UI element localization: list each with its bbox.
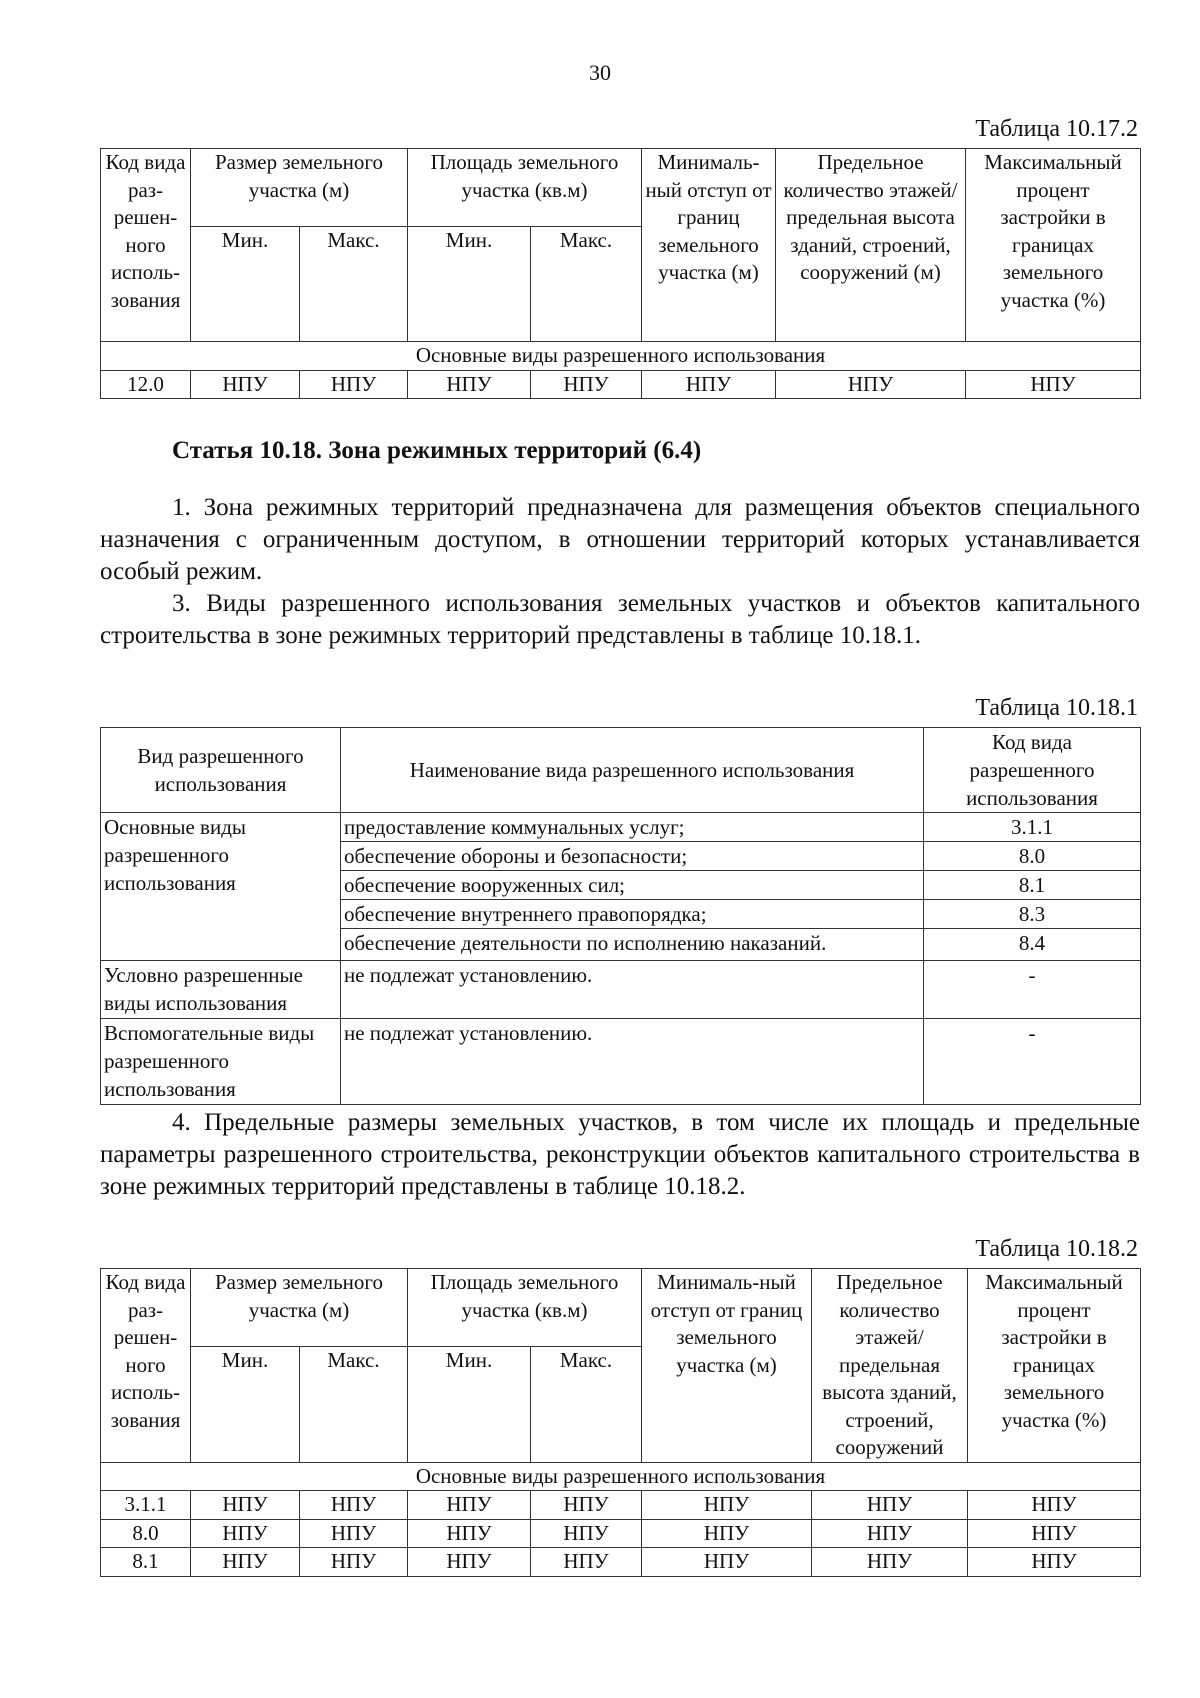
table-row	[101, 1491, 1141, 1520]
page-number: 30	[589, 60, 611, 85]
section-row: Основные виды разрешенного использования	[101, 1462, 1141, 1491]
cell: НПУ	[191, 1491, 300, 1520]
list-item: обеспечение вооруженных сил;	[341, 871, 923, 900]
cell-code: 8.0	[101, 1519, 191, 1548]
article-title: Статья 10.18. Зона режимных территорий (6.4)	[172, 437, 702, 464]
header-max-percent: Максимальный процент застройки в границах земельного участка (%)	[968, 1269, 1141, 1463]
cell: НПУ	[968, 1519, 1141, 1548]
list-item: обеспечение обороны и безопасности;	[341, 842, 923, 871]
list-item-code: 8.4	[1018, 931, 1046, 955]
group-kind: Вспомогательные виды разрешенного использования	[101, 1019, 341, 1105]
table-caption: Таблица 10.18.2	[975, 1236, 1138, 1262]
paragraph-3	[100, 588, 1140, 652]
limits-table-10-17-2	[100, 148, 1141, 399]
header-area-min: Мин.	[408, 1347, 531, 1462]
cell: НПУ	[191, 370, 300, 399]
header-min-setback: Минималь-ный отступ от границ земельного участка (м)	[642, 149, 776, 342]
cell: НПУ	[300, 1519, 408, 1548]
group-kind: Условно разрешенные виды использования	[101, 961, 341, 1019]
cell-code: 3.1.1	[101, 1491, 191, 1520]
table-row	[101, 1548, 1141, 1577]
header-size: Размер земельного участка (м)	[191, 149, 408, 227]
header-area-min: Мин.	[408, 227, 531, 342]
list-item: не подлежат установлению.	[341, 1019, 924, 1105]
header-code: Код вида разрешенного использования	[924, 728, 1141, 813]
cell: НПУ	[812, 1519, 968, 1548]
table-row	[101, 813, 1141, 961]
table-caption: Таблица 10.17.2	[975, 116, 1138, 142]
cell: НПУ	[812, 1491, 968, 1520]
limits-table-10-18-2	[100, 1268, 1141, 1577]
list-item-code: 8.3	[924, 900, 1140, 929]
cell: НПУ	[968, 1491, 1141, 1520]
list-item: не подлежат установлению.	[341, 961, 924, 1019]
section-row: Основные виды разрешенного использования	[101, 342, 1141, 371]
cell: НПУ	[408, 1548, 531, 1577]
header-code: Код вида раз-решен-ного исполь-зования	[101, 149, 191, 342]
header-size-min: Мин.	[191, 1347, 300, 1462]
list-item-code: 3.1.1	[924, 813, 1140, 842]
list-item-code: 8.1	[924, 871, 1140, 900]
header-area: Площадь земельного участка (кв.м)	[408, 149, 642, 227]
header-kind: Вид разрешенного использования	[101, 728, 341, 813]
cell: НПУ	[191, 1519, 300, 1548]
paragraph-4-text: 4. Предельные размеры земельных участков, в том числе их площадь и предельные параметры разрешенного строительства, реконструкции объектов капитального строительства в зоне режимных территорий представлены в таблице 10.18.2.	[100, 1109, 1140, 1200]
header-area: Площадь земельного участка (кв.м)	[408, 1269, 642, 1347]
list-item: предоставление коммунальных услуг;	[341, 813, 923, 842]
header-name: Наименование вида разрешенного использования	[341, 728, 924, 813]
header-min-setback: Минималь-ный отступ от границ земельного участка (м)	[642, 1269, 812, 1463]
cell: НПУ	[968, 1548, 1141, 1577]
uses-table-10-18-1	[100, 727, 1141, 1105]
cell: НПУ	[408, 370, 531, 399]
cell: НПУ	[812, 1548, 968, 1577]
group-items	[341, 813, 924, 961]
list-item: обеспечение деятельности по исполнению наказаний.	[344, 931, 827, 955]
cell: НПУ	[776, 370, 966, 399]
header-size: Размер земельного участка (м)	[191, 1269, 408, 1347]
header-area-max: Макс.	[531, 1347, 642, 1462]
cell: НПУ	[531, 370, 642, 399]
paragraph-1-text: 1. Зона режимных территорий предназначена для размещения объектов специального назначения с ограниченным доступом, в отношении территорий которых устанавливается особый режим.	[100, 494, 1140, 585]
cell: НПУ	[408, 1519, 531, 1548]
header-area-max: Макс.	[531, 227, 642, 342]
header-code: Код вида раз-решен-ного исполь-зования	[101, 1269, 191, 1463]
cell: НПУ	[300, 370, 408, 399]
paragraph-1	[100, 492, 1140, 588]
cell-code: 12.0	[101, 370, 191, 399]
cell: НПУ	[300, 1548, 408, 1577]
table-caption: Таблица 10.18.1	[975, 695, 1138, 721]
cell: НПУ	[642, 1519, 812, 1548]
cell: НПУ	[531, 1519, 642, 1548]
list-item-code: -	[924, 961, 1141, 1019]
table-row	[101, 961, 1141, 1019]
paragraph-3-text: 3. Виды разрешенного использования земельных участков и объектов капитального строительства в зоне режимных территорий представлены в таблице 10.18.1.	[100, 590, 1140, 649]
cell: НПУ	[642, 1491, 812, 1520]
group-codes	[924, 813, 1141, 961]
cell: НПУ	[531, 1548, 642, 1577]
cell: НПУ	[408, 1491, 531, 1520]
table-row	[101, 1519, 1141, 1548]
header-max-floors: Предельное количество этажей/ предельная высота зданий, строений, сооружений	[812, 1269, 968, 1463]
header-max-floors: Предельное количество этажей/ предельная высота зданий, строений, сооружений (м)	[776, 149, 966, 342]
group-kind: Основные виды разрешенного использования	[101, 813, 341, 961]
table-row	[101, 370, 1141, 399]
cell-code: 8.1	[101, 1548, 191, 1577]
table-row	[101, 1019, 1141, 1105]
list-item-code: -	[924, 1019, 1141, 1105]
paragraph-4	[100, 1107, 1140, 1203]
cell: НПУ	[642, 1548, 812, 1577]
cell: НПУ	[300, 1491, 408, 1520]
cell: НПУ	[966, 370, 1141, 399]
header-size-min: Мин.	[191, 227, 300, 342]
cell: НПУ	[531, 1491, 642, 1520]
header-size-max: Макс.	[300, 227, 408, 342]
cell: НПУ	[642, 370, 776, 399]
cell: НПУ	[191, 1548, 300, 1577]
header-max-percent: Максимальный процент застройки в границах земельного участка (%)	[966, 149, 1141, 342]
list-item: обеспечение внутреннего правопорядка;	[341, 900, 923, 929]
list-item-code: 8.0	[924, 842, 1140, 871]
header-size-max: Макс.	[300, 1347, 408, 1462]
